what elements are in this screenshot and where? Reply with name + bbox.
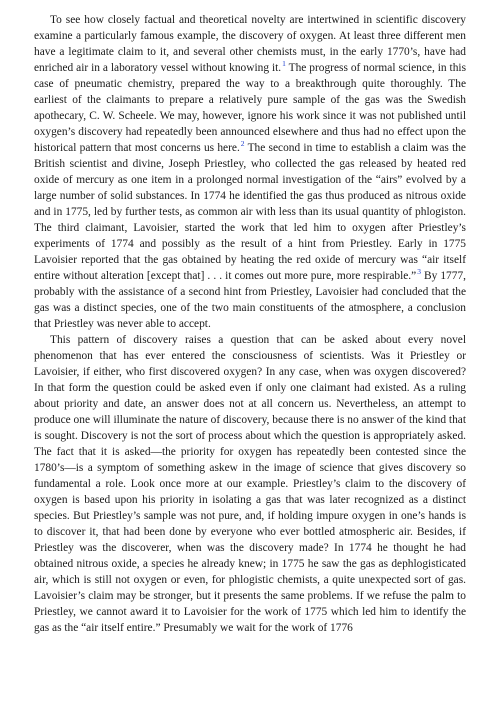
footnote-marker[interactable]: 3 xyxy=(417,267,421,277)
footnote-marker[interactable]: 1 xyxy=(282,59,286,69)
paragraph-text: The progress of normal science, in this case of pneumatic chemistry, prepared the way to a breakthrough quite thoroughly. The earliest of the claimants to prepare a relatively pure sample of the gas was the Swedish apothecary, C. W. Scheele. We may, however, ignore his work since it was not published until oxygen’s discovery had repeatedly been announced elsewhere and thus had no effect upon the historical pattern that most concerns us here. xyxy=(34,62,467,154)
paragraph-text: By 1777, probably with the assistance of a second hint from Priestley, Lavoisier had concluded that the gas was a distinct species, one of the two main constituents of the atmosphere, a conclusion that Priestley was never able to accept. xyxy=(34,270,466,330)
paragraph-2 xyxy=(34,332,466,636)
footnote-marker[interactable]: 2 xyxy=(240,139,245,149)
paragraph-1 xyxy=(34,12,466,332)
paragraph-text: To see how closely factual and theoretical novelty are intertwined in scientific discovery examine a particularly famous example, the discovery of oxygen. At least three different men have a legitimate claim to it, and several other chemists must, in the early 1770’s, have had enriched air in a laboratory vessel without knowing it. xyxy=(34,14,466,74)
paragraph-text: The second in time to establish a claim was the British scientist and divine, Joseph Priestley, who collected the gas released by heated red oxide of mercury as one item in a prolonged normal investigation of the “airs” evolved by a large number of solid substances. In 1774 he identified the gas thus produced as nitrous oxide and in 1775, led by further tests, as common air with less than its usual quantity of phlogiston. The third claimant, Lavoisier, started the work that led him to oxygen after Priestley’s experiments of 1774 and possibly as the result of a hint from Priestley. Early in 1775 Lavoisier reported that the gas obtained by heating the red oxide of mercury was “air itself entire without alteration [except that] . . . it comes out more pure, more respirable.” xyxy=(34,142,466,282)
document-page xyxy=(34,12,466,636)
paragraph-text: This pattern of discovery raises a question that can be asked about every novel phenomenon that has ever entered the consciousness of scientists. Was it Priestley or Lavoisier, if either, who first discovered oxygen? In any case, when was oxygen discovered? In that form the question could be asked even if only one claimant had existed. As a ruling about priority and date, an answer does not at all concern us. Nevertheless, an attempt to produce one will illuminate the nature of discovery, because there is no answer of the kind that is sought. Discovery is not the sort of process about which the question is appropriately asked. The fact that it is asked—the priority for oxygen has repeatedly been contested since the 1780’s—is a symptom of something askew in the image of science that gives discovery so fundamental a role. Look once more at our example. Priestley’s claim to the discovery of oxygen is based upon his priority in isolating a gas that was later recognized as a distinct species. But Priestley’s sample was not pure, and, if holding impure oxygen in one’s hands is to discover it, that had been done by everyone who ever bottled atmospheric air. Besides, if Priestley was the discoverer, when was the discovery made? In 1774 he thought he had obtained nitrous oxide, a species he already knew; in 1775 he saw the gas as dephlogisticated air, which is still not oxygen or even, for phlogistic chemists, a quite unexpected sort of gas. Lavoisier’s claim may be stronger, but it presents the same problems. If we refuse the palm to Priestley, we cannot award it to Lavoisier for the work of 1775 which led him to identify the gas as the “air itself entire.” Presumably we wait for the work of 1776 xyxy=(34,334,466,634)
